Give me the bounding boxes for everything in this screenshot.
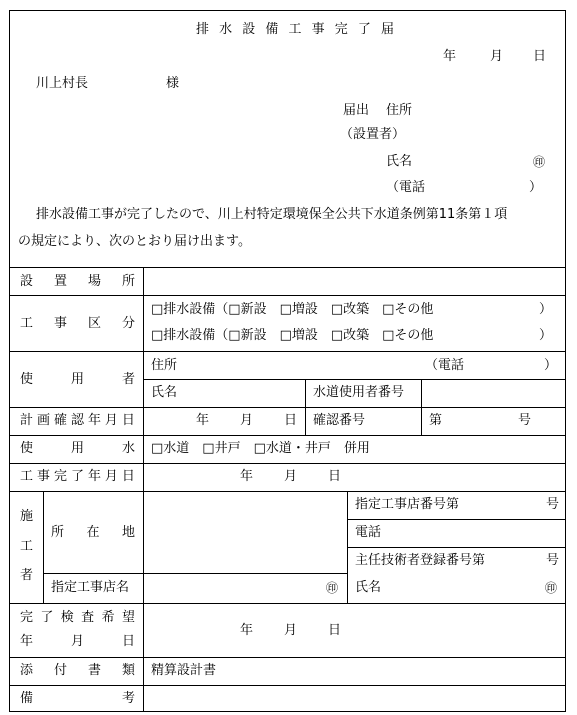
row-divider bbox=[9, 295, 566, 296]
date-month: 月 bbox=[490, 49, 504, 64]
plan-month: 月 bbox=[240, 413, 254, 428]
honorific: 様 bbox=[166, 76, 180, 91]
row-divider bbox=[9, 603, 566, 604]
border-right bbox=[565, 10, 566, 712]
row-divider bbox=[347, 519, 566, 520]
completion-date-label: 工 事 完 了 年 月 日 bbox=[20, 469, 135, 484]
col-divider bbox=[347, 491, 348, 603]
date-day: 日 bbox=[533, 49, 547, 64]
phone-close: ） bbox=[529, 180, 543, 195]
phone-label: （電話 bbox=[386, 180, 426, 195]
water-source-options[interactable]: □水道 □井戸 □水道・井戸 併用 bbox=[151, 441, 370, 456]
designated-store-name-label: 指定工事店名 bbox=[51, 580, 130, 595]
attachments-label: 添 付 書 類 bbox=[20, 663, 135, 678]
date-year: 年 bbox=[443, 49, 457, 64]
completion-month: 月 bbox=[284, 469, 298, 484]
row-divider bbox=[9, 491, 566, 492]
border-left bbox=[9, 10, 10, 712]
addressee: 川上村長 bbox=[36, 76, 89, 91]
inspection-month: 月 bbox=[284, 623, 298, 638]
seal-icon: ㊞ bbox=[533, 155, 546, 169]
plan-day: 日 bbox=[284, 413, 298, 428]
inspection-label-line2: 年 月 日 bbox=[20, 634, 135, 649]
contractor-seal-icon: ㊞ bbox=[326, 581, 339, 595]
name-label: 氏名 bbox=[386, 154, 413, 169]
confirm-no-suffix: 号 bbox=[518, 413, 532, 428]
form-title: 排 水 設 備 工 事 完 了 届 bbox=[196, 22, 398, 37]
engineer-name-label: 氏名 bbox=[355, 580, 382, 595]
border-top bbox=[9, 10, 566, 11]
plan-year: 年 bbox=[196, 413, 210, 428]
work-type-option-2[interactable]: □排水設備（□新設 □増設 □改築 □その他 bbox=[151, 328, 434, 343]
applicant-label: 届出 bbox=[343, 103, 370, 118]
completion-year: 年 bbox=[240, 469, 254, 484]
water-source-label: 使 用 水 bbox=[20, 441, 135, 456]
inspection-label-line1: 完 了 検 査 希 望 bbox=[20, 610, 135, 625]
col-divider bbox=[421, 379, 422, 435]
user-phone-label: （電話 bbox=[425, 358, 465, 373]
user-phone-close: ） bbox=[544, 358, 558, 373]
col-divider bbox=[43, 491, 44, 603]
remarks-label: 備 考 bbox=[20, 691, 135, 706]
work-type-close-2: ） bbox=[539, 328, 553, 343]
row-divider bbox=[347, 547, 566, 548]
label-column-divider bbox=[143, 267, 144, 712]
inspection-year: 年 bbox=[240, 623, 254, 638]
body-text-line2: の規定により、次のとおり届け出ます。 bbox=[18, 234, 251, 249]
user-name-label: 氏名 bbox=[151, 385, 178, 400]
row-divider bbox=[9, 267, 566, 268]
installer-label: （設置者） bbox=[340, 127, 406, 142]
body-text-line1: 排水設備工事が完了したので、川上村特定環境保全公共下水道条例第11条第１項 bbox=[36, 207, 508, 222]
work-type-close-1: ） bbox=[539, 302, 553, 317]
user-label: 使 用 者 bbox=[20, 372, 135, 387]
contractor-label-1: 施 bbox=[20, 509, 34, 524]
contractor-phone-label: 電話 bbox=[355, 525, 382, 540]
row-divider bbox=[9, 463, 566, 464]
contractor-label-2: 工 bbox=[20, 539, 34, 554]
chief-engineer-no-label: 主任技術者登録番号第 bbox=[355, 553, 486, 568]
col-divider bbox=[305, 379, 306, 435]
designated-store-no-label: 指定工事店番号第 bbox=[355, 497, 460, 512]
row-divider bbox=[9, 435, 566, 436]
address-label: 住所 bbox=[386, 103, 413, 118]
location-label: 設 置 場 所 bbox=[20, 274, 135, 289]
user-address-label: 住所 bbox=[151, 358, 178, 373]
row-divider bbox=[9, 685, 566, 686]
row-divider bbox=[43, 573, 347, 574]
plan-date-label: 計 画 確 認 年 月 日 bbox=[20, 413, 135, 428]
row-divider bbox=[9, 407, 566, 408]
confirm-no-prefix: 第 bbox=[429, 413, 443, 428]
attachments-value: 精算設計書 bbox=[151, 663, 217, 678]
contractor-location-label: 所 在 地 bbox=[51, 525, 135, 540]
work-type-option-1[interactable]: □排水設備（□新設 □増設 □改築 □その他 bbox=[151, 302, 434, 317]
contractor-label-3: 者 bbox=[20, 568, 34, 583]
inspection-day: 日 bbox=[328, 623, 342, 638]
engineer-seal-icon: ㊞ bbox=[545, 581, 558, 595]
row-divider bbox=[143, 379, 566, 380]
designated-store-no-suffix: 号 bbox=[546, 497, 560, 512]
row-divider bbox=[9, 657, 566, 658]
work-type-label: 工 事 区 分 bbox=[20, 316, 135, 331]
row-divider bbox=[9, 351, 566, 352]
chief-engineer-no-suffix: 号 bbox=[546, 553, 560, 568]
completion-day: 日 bbox=[328, 469, 342, 484]
confirm-no-label: 確認番号 bbox=[313, 413, 366, 428]
border-bottom bbox=[9, 711, 566, 712]
water-user-no-label: 水道使用者番号 bbox=[313, 385, 405, 400]
